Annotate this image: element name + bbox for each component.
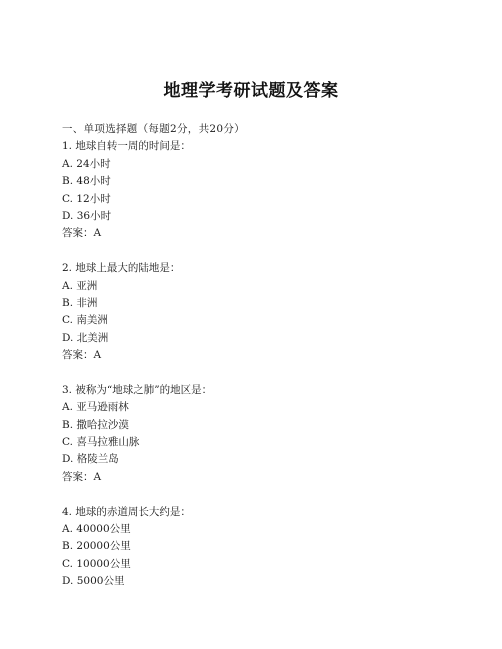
question-3-stem: 3. 被称为“地球之肺”的地区是： [62,383,213,396]
question-4-option-c: C. 10000公里 [62,557,131,570]
question-4-option-b: B. 20000公里 [62,540,131,553]
question-3-option-c: C. 喜马拉雅山脉 [62,436,140,449]
question-1-option-c: C. 12小时 [62,192,111,205]
spacer [62,364,462,381]
question-1-answer: 答案：A [62,227,102,240]
spacer [62,486,462,503]
question-3-answer: 答案：A [62,470,102,483]
question-3-option-d: D. 格陵兰岛 [62,453,119,466]
section-heading: 一、单项选择题（每题2分，共20分） [62,123,245,135]
question-2-stem: 2. 地球上最大的陆地是： [62,262,181,275]
page-title: 地理学考研试题及答案 [163,81,339,101]
question-1-option-a: A. 24小时 [62,157,111,170]
question-4-option-a: A. 40000公里 [62,522,131,535]
question-4-stem: 4. 地球的赤道周长大约是： [62,505,191,518]
question-1-option-d: D. 36小时 [62,209,112,222]
spacer [62,243,462,260]
question-3-option-b: B. 撒哈拉沙漠 [62,418,129,431]
question-4-option-d: D. 5000公里 [62,575,125,588]
question-1-stem: 1. 地球自转一周的时间是： [62,140,191,153]
question-2-option-d: D. 北美洲 [62,331,109,344]
document-body [62,121,462,591]
question-2-option-b: B. 非洲 [62,296,98,309]
question-2-option-c: C. 南美洲 [62,314,108,327]
question-1-option-b: B. 48小时 [62,175,111,188]
question-3-option-a: A. 亚马逊雨林 [62,401,129,414]
question-2-option-a: A. 亚洲 [62,279,98,292]
question-2-answer: 答案：A [62,349,102,362]
